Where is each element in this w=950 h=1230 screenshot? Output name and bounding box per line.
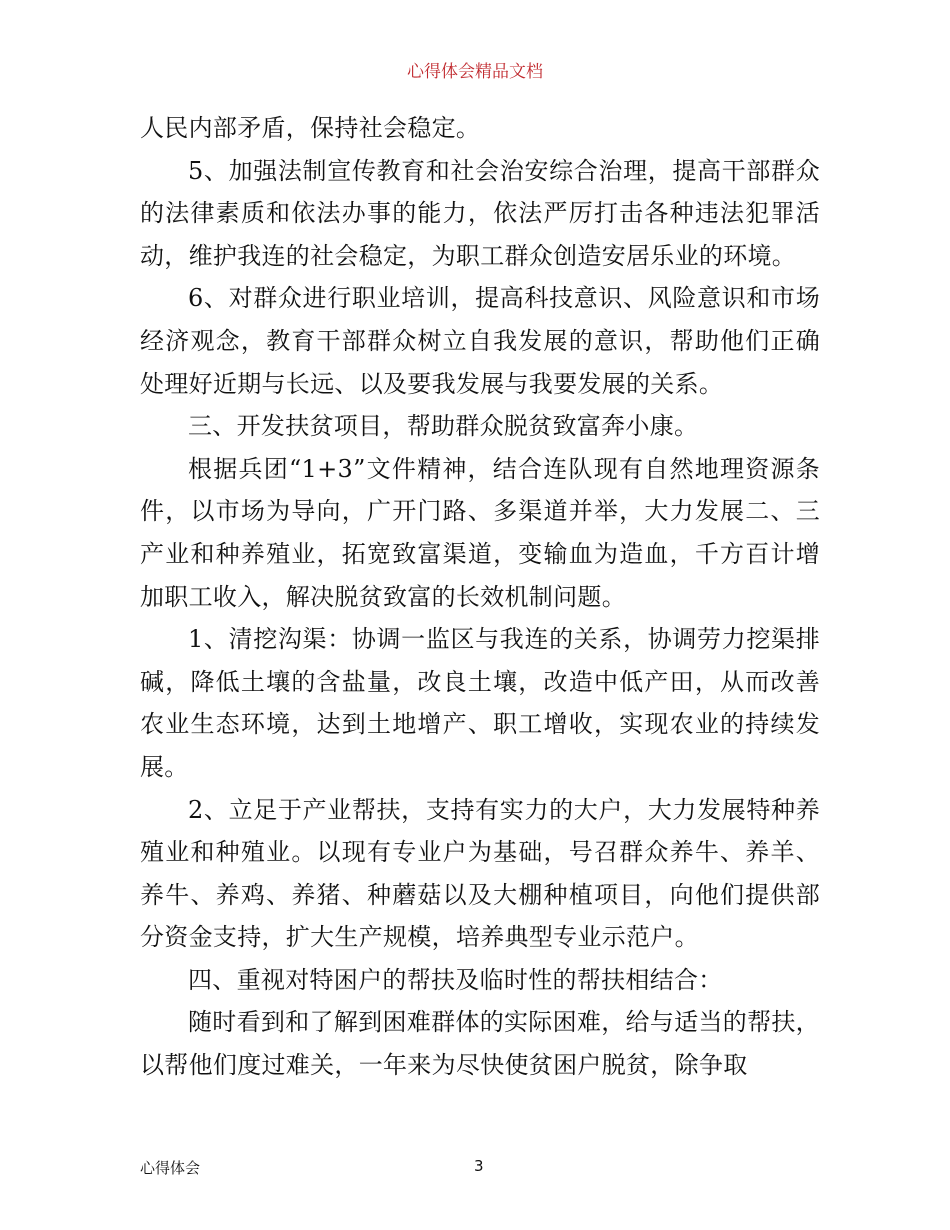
paragraph-item-6: 6、对群众进行职业培训，提高科技意识、风险意识和市场经济观念，教育干部群众树立自我发展的意识，帮助他们正确处理好近期与长远、以及要我发展与我要发展的关系。 <box>140 284 820 398</box>
page-header: 心得体会精品文档 <box>407 62 543 82</box>
paragraph-item-5: 5、加强法制宣传教育和社会治安综合治理，提高干部群众的法律素质和依法办事的能力，依法严厉打击各种违法犯罪活动，维护我连的社会稳定，为职工群众创造安居乐业的环境。 <box>140 156 820 270</box>
section-heading-4: 四、重视对特困户的帮扶及临时性的帮扶相结合： <box>188 965 723 994</box>
paragraph-item-1: 1、清挖沟渠：协调一监区与我连的关系，协调劳力挖渠排碱，降低土壤的含盐量，改良土壤，改造中低产田，从而改善农业生态环境，达到土地增产、职工增收，实现农业的持续发展。 <box>140 625 820 781</box>
paragraph-item-2: 2、立足于产业帮扶，支持有实力的大户，大力发展特种养殖业和种殖业。以现有专业户为基础，号召群众养牛、养羊、养牛、养鸡、养猪、种蘑菇以及大棚种植项目，向他们提供部分资金支持，扩大生产规模，培养典型专业示范户。 <box>140 795 820 952</box>
footer-label: 心得体会 <box>140 1159 201 1177</box>
paragraph-continuation: 人民内部矛盾，保持社会稳定。 <box>140 114 481 142</box>
page-number: 3 <box>474 1157 484 1175</box>
paragraph-hardship-support: 随时看到和了解到困难群体的实际困难，给与适当的帮扶，以帮他们度过难关，一年来为尽快使贫困户脱贫，除争取 <box>140 1008 820 1080</box>
paragraph-policy-basis: 根据兵团“1+3”文件精神，结合连队现有自然地理资源条件，以市场为导向，广开门路、多渠道并举，大力发展二、三产业和种养殖业，拓宽致富渠道，变输血为造血，千方百计增加职工收入，解决脱贫致富的长效机制问题。 <box>140 454 820 611</box>
section-heading-3: 三、开发扶贫项目，帮助群众脱贫致富奔小康。 <box>188 412 699 441</box>
document-body <box>140 107 820 1087</box>
page-footer <box>140 1157 820 1177</box>
